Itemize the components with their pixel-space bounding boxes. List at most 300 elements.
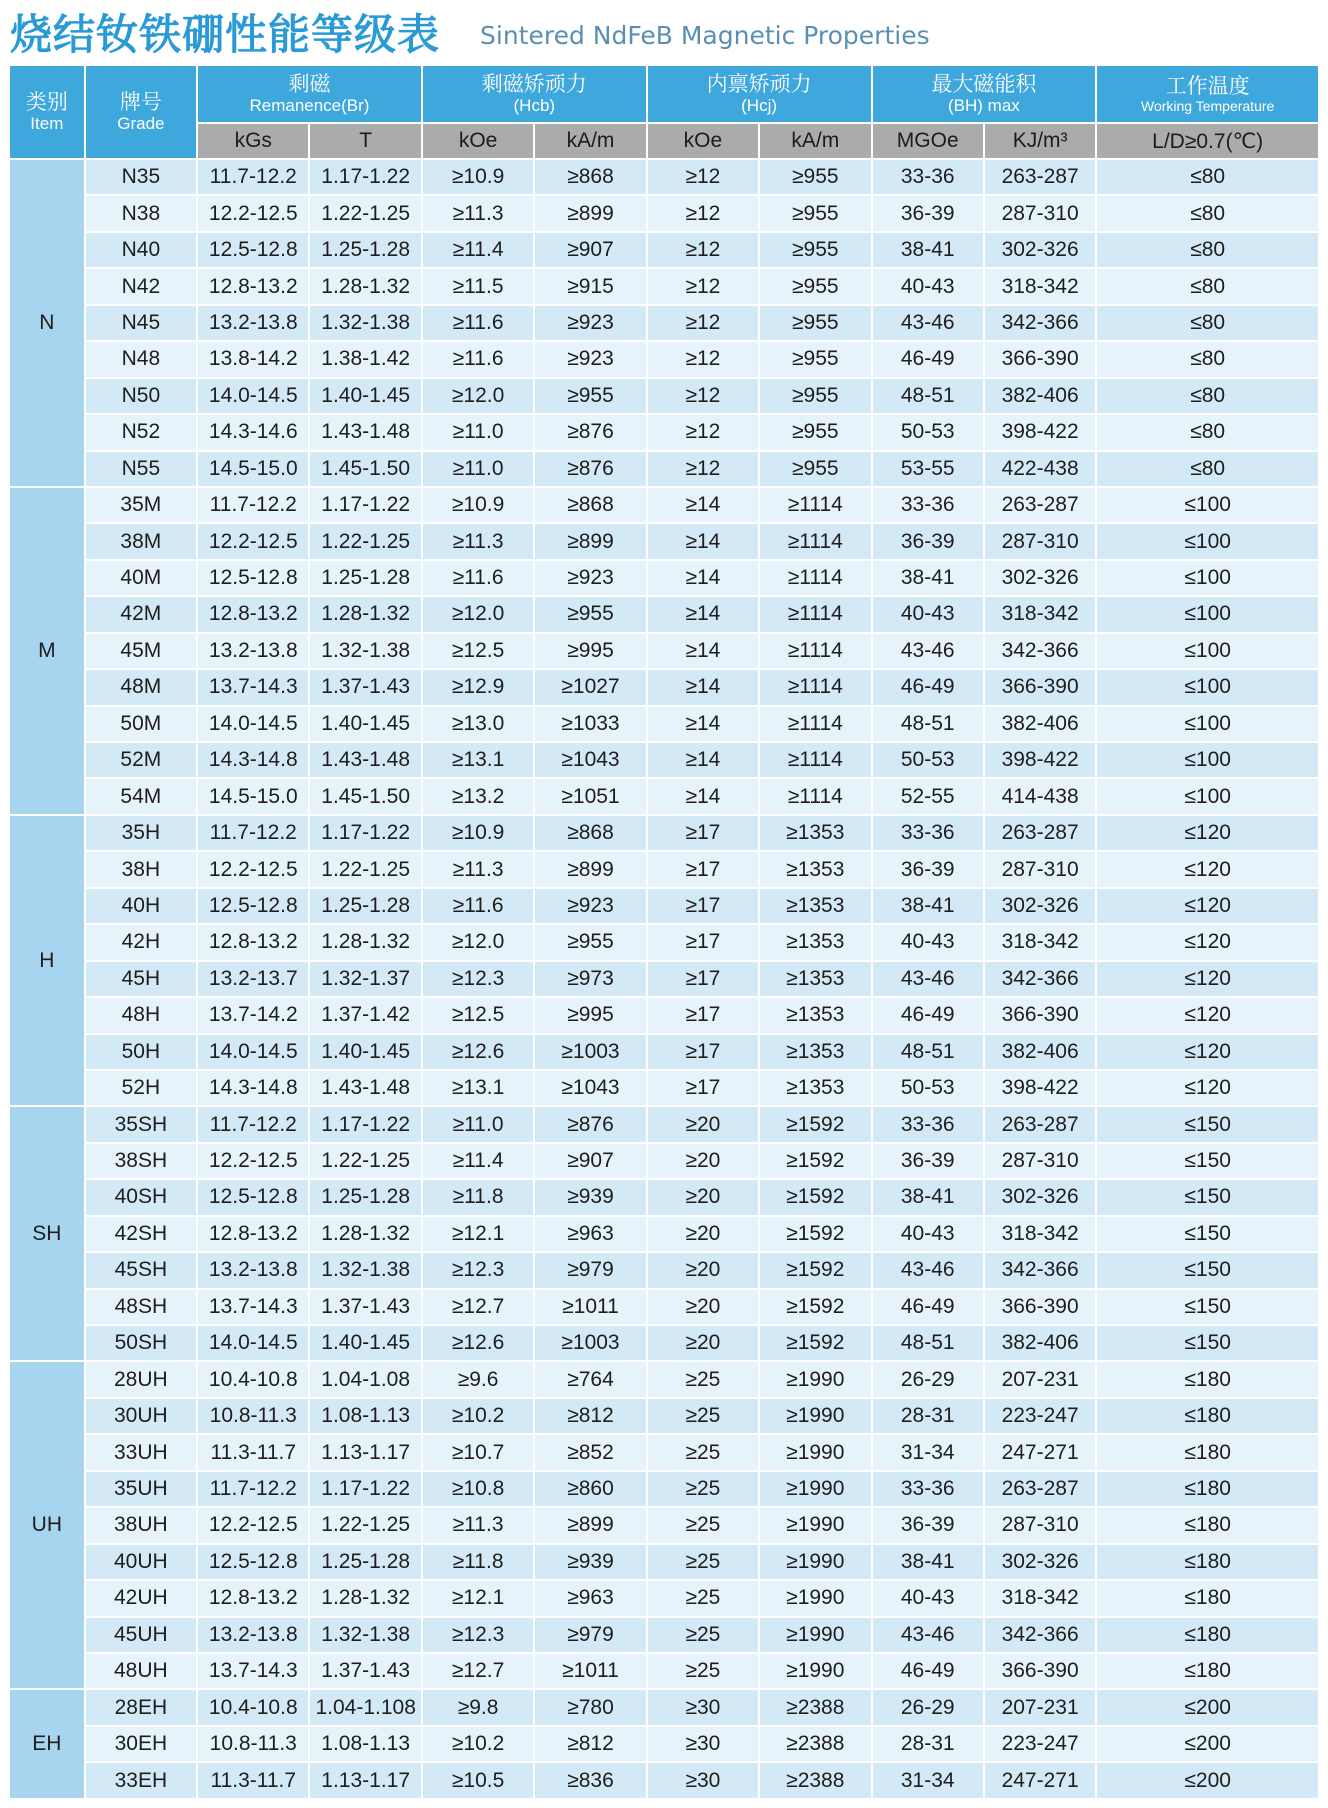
table-row — [9, 1653, 1319, 1689]
table-row — [9, 1034, 1319, 1070]
value-cell: 11.7-12.2 — [197, 1106, 309, 1142]
unit-mgoe: MGOe — [872, 123, 984, 159]
value-cell: 1.37-1.43 — [309, 1289, 421, 1325]
value-cell: 1.17-1.22 — [309, 1106, 421, 1142]
value-cell: ≥12 — [647, 195, 759, 231]
value-cell: ≥899 — [534, 1507, 646, 1543]
grade-cell: 35M — [85, 487, 197, 523]
value-cell: ≥25 — [647, 1361, 759, 1397]
value-cell: 12.5-12.8 — [197, 888, 309, 924]
table-row — [9, 1070, 1319, 1106]
value-cell: ≥11.0 — [422, 1106, 534, 1142]
value-cell: 14.3-14.8 — [197, 742, 309, 778]
value-cell: ≤100 — [1096, 633, 1319, 669]
value-cell: 43-46 — [872, 1617, 984, 1653]
grade-cell: 35H — [85, 815, 197, 851]
table-row — [9, 1689, 1319, 1725]
value-cell: 12.8-13.2 — [197, 596, 309, 632]
value-cell: ≥1043 — [534, 742, 646, 778]
value-cell: ≥915 — [534, 268, 646, 304]
value-cell: ≥12.6 — [422, 1034, 534, 1070]
value-cell: ≥11.3 — [422, 851, 534, 887]
value-cell: ≥11.6 — [422, 888, 534, 924]
grade-cell: 40SH — [85, 1179, 197, 1215]
value-cell: ≥9.6 — [422, 1361, 534, 1397]
value-cell: ≤120 — [1096, 888, 1319, 924]
value-cell: 48-51 — [872, 378, 984, 414]
value-cell: 287-310 — [984, 1507, 1096, 1543]
value-cell: 318-342 — [984, 1580, 1096, 1616]
unit-koe-hcb: kOe — [422, 123, 534, 159]
value-cell: ≥12.1 — [422, 1580, 534, 1616]
value-cell: 12.8-13.2 — [197, 924, 309, 960]
value-cell: ≥17 — [647, 888, 759, 924]
table-row — [9, 1580, 1319, 1616]
table-row — [9, 1398, 1319, 1434]
value-cell: ≥1114 — [759, 778, 871, 814]
table-row — [9, 706, 1319, 742]
unit-koe-hcj: kOe — [647, 123, 759, 159]
value-cell: 43-46 — [872, 305, 984, 341]
value-cell: 11.7-12.2 — [197, 815, 309, 851]
value-cell: ≥899 — [534, 851, 646, 887]
value-cell: ≥1011 — [534, 1289, 646, 1325]
value-cell: 13.2-13.8 — [197, 633, 309, 669]
grade-cell: 38M — [85, 523, 197, 559]
value-cell: 40-43 — [872, 1580, 984, 1616]
value-cell: ≥1592 — [759, 1289, 871, 1325]
value-cell: ≥11.3 — [422, 195, 534, 231]
value-cell: ≥9.8 — [422, 1689, 534, 1725]
value-cell: 1.28-1.32 — [309, 1580, 421, 1616]
table-row — [9, 1252, 1319, 1288]
value-cell: 318-342 — [984, 924, 1096, 960]
value-cell: 14.3-14.8 — [197, 1070, 309, 1106]
value-cell: ≥13.1 — [422, 1070, 534, 1106]
value-cell: ≤80 — [1096, 195, 1319, 231]
value-cell: ≥1592 — [759, 1179, 871, 1215]
value-cell: ≥12 — [647, 268, 759, 304]
value-cell: ≥20 — [647, 1216, 759, 1252]
unit-kam-hcj: kA/m — [759, 123, 871, 159]
value-cell: 382-406 — [984, 706, 1096, 742]
value-cell: 1.08-1.13 — [309, 1398, 421, 1434]
value-cell: 382-406 — [984, 1325, 1096, 1361]
value-cell: ≥1990 — [759, 1471, 871, 1507]
value-cell: 12.8-13.2 — [197, 268, 309, 304]
value-cell: ≤180 — [1096, 1544, 1319, 1580]
value-cell: 1.37-1.42 — [309, 997, 421, 1033]
value-cell: ≤180 — [1096, 1507, 1319, 1543]
table-row — [9, 778, 1319, 814]
value-cell: 287-310 — [984, 195, 1096, 231]
value-cell: ≤120 — [1096, 961, 1319, 997]
value-cell: ≥963 — [534, 1580, 646, 1616]
value-cell: ≥1990 — [759, 1580, 871, 1616]
grade-cell: 38UH — [85, 1507, 197, 1543]
grade-cell: 30UH — [85, 1398, 197, 1434]
value-cell: 263-287 — [984, 1106, 1096, 1142]
value-cell: 1.13-1.17 — [309, 1762, 421, 1799]
value-cell: 12.5-12.8 — [197, 560, 309, 596]
value-cell: ≥17 — [647, 851, 759, 887]
value-cell: 13.2-13.8 — [197, 1252, 309, 1288]
value-cell: ≥995 — [534, 997, 646, 1033]
value-cell: ≤150 — [1096, 1106, 1319, 1142]
value-cell: 46-49 — [872, 1289, 984, 1325]
value-cell: 43-46 — [872, 633, 984, 669]
value-cell: ≥899 — [534, 195, 646, 231]
value-cell: 12.2-12.5 — [197, 523, 309, 559]
value-cell: ≥1353 — [759, 1034, 871, 1070]
value-cell: ≥1114 — [759, 633, 871, 669]
grade-cell: 42M — [85, 596, 197, 632]
category-cell: N — [9, 159, 85, 487]
value-cell: 302-326 — [984, 1544, 1096, 1580]
value-cell: 207-231 — [984, 1361, 1096, 1397]
value-cell: ≥10.7 — [422, 1434, 534, 1470]
value-cell: ≥780 — [534, 1689, 646, 1725]
value-cell: ≤100 — [1096, 596, 1319, 632]
value-cell: 40-43 — [872, 1216, 984, 1252]
value-cell: ≥12 — [647, 414, 759, 450]
value-cell: 1.40-1.45 — [309, 706, 421, 742]
grade-cell: 40H — [85, 888, 197, 924]
table-row — [9, 1361, 1319, 1397]
table-row — [9, 961, 1319, 997]
value-cell: ≥10.9 — [422, 815, 534, 851]
value-cell: 11.7-12.2 — [197, 487, 309, 523]
value-cell: ≥868 — [534, 159, 646, 195]
value-cell: ≥1027 — [534, 669, 646, 705]
value-cell: 13.8-14.2 — [197, 341, 309, 377]
value-cell: ≥939 — [534, 1179, 646, 1215]
value-cell: ≥812 — [534, 1398, 646, 1434]
category-cell: EH — [9, 1689, 85, 1799]
value-cell: ≥17 — [647, 924, 759, 960]
value-cell: 40-43 — [872, 268, 984, 304]
value-cell: ≥13.1 — [422, 742, 534, 778]
value-cell: 12.8-13.2 — [197, 1580, 309, 1616]
value-cell: ≥979 — [534, 1252, 646, 1288]
value-cell: 366-390 — [984, 669, 1096, 705]
table-row — [9, 560, 1319, 596]
value-cell: 40-43 — [872, 596, 984, 632]
value-cell: ≥955 — [759, 378, 871, 414]
grade-cell: 42UH — [85, 1580, 197, 1616]
value-cell: ≤120 — [1096, 1070, 1319, 1106]
value-cell: ≥876 — [534, 1106, 646, 1142]
table-row — [9, 378, 1319, 414]
value-cell: 1.08-1.13 — [309, 1726, 421, 1762]
value-cell: ≥20 — [647, 1143, 759, 1179]
grade-cell: 35UH — [85, 1471, 197, 1507]
category-cell: SH — [9, 1106, 85, 1361]
table-row — [9, 1179, 1319, 1215]
value-cell: ≤200 — [1096, 1762, 1319, 1799]
value-cell: ≥14 — [647, 560, 759, 596]
value-cell: 48-51 — [872, 1034, 984, 1070]
table-row — [9, 232, 1319, 268]
value-cell: 14.5-15.0 — [197, 451, 309, 487]
value-cell: 43-46 — [872, 961, 984, 997]
value-cell: 366-390 — [984, 997, 1096, 1033]
header-remanence: 剩磁 Remanence(Br) — [197, 65, 422, 123]
value-cell: 318-342 — [984, 596, 1096, 632]
value-cell: 14.0-14.5 — [197, 378, 309, 414]
value-cell: ≥12.1 — [422, 1216, 534, 1252]
category-cell: M — [9, 487, 85, 815]
value-cell: ≥1051 — [534, 778, 646, 814]
value-cell: ≥10.5 — [422, 1762, 534, 1799]
grade-cell: 35SH — [85, 1106, 197, 1142]
value-cell: 11.7-12.2 — [197, 159, 309, 195]
grade-cell: 45SH — [85, 1252, 197, 1288]
value-cell: 1.28-1.32 — [309, 924, 421, 960]
value-cell: ≥17 — [647, 961, 759, 997]
value-cell: ≥955 — [759, 451, 871, 487]
value-cell: 1.40-1.45 — [309, 378, 421, 414]
value-cell: 14.0-14.5 — [197, 706, 309, 742]
value-cell: ≥25 — [647, 1398, 759, 1434]
value-cell: 1.40-1.45 — [309, 1325, 421, 1361]
value-cell: ≥1114 — [759, 669, 871, 705]
value-cell: 342-366 — [984, 961, 1096, 997]
value-cell: 33-36 — [872, 815, 984, 851]
value-cell: ≥923 — [534, 341, 646, 377]
category-cell: UH — [9, 1361, 85, 1689]
value-cell: ≥955 — [759, 195, 871, 231]
grade-cell: 52H — [85, 1070, 197, 1106]
value-cell: 302-326 — [984, 232, 1096, 268]
value-cell: 1.32-1.38 — [309, 1617, 421, 1653]
value-cell: 302-326 — [984, 888, 1096, 924]
value-cell: ≥860 — [534, 1471, 646, 1507]
value-cell: 1.28-1.32 — [309, 596, 421, 632]
value-cell: ≥14 — [647, 633, 759, 669]
value-cell: 12.2-12.5 — [197, 195, 309, 231]
value-cell: ≥25 — [647, 1617, 759, 1653]
header-hcb: 剩磁矫顽力 (Hcb) — [422, 65, 647, 123]
value-cell: ≥2388 — [759, 1762, 871, 1799]
value-cell: ≥1003 — [534, 1034, 646, 1070]
value-cell: 12.2-12.5 — [197, 1143, 309, 1179]
value-cell: 342-366 — [984, 1252, 1096, 1288]
value-cell: ≤100 — [1096, 523, 1319, 559]
value-cell: ≥11.6 — [422, 341, 534, 377]
value-cell: 1.43-1.48 — [309, 742, 421, 778]
value-cell: 13.7-14.3 — [197, 669, 309, 705]
value-cell: ≥1990 — [759, 1507, 871, 1543]
value-cell: ≥12.6 — [422, 1325, 534, 1361]
value-cell: ≥1003 — [534, 1325, 646, 1361]
value-cell: ≤100 — [1096, 560, 1319, 596]
value-cell: 1.32-1.38 — [309, 633, 421, 669]
page-title: 烧结钕铁硼性能等级表 — [10, 10, 441, 59]
value-cell: ≥25 — [647, 1580, 759, 1616]
table-row — [9, 1106, 1319, 1142]
table-row — [9, 268, 1319, 304]
value-cell: 1.22-1.25 — [309, 195, 421, 231]
value-cell: ≤120 — [1096, 924, 1319, 960]
value-cell: ≥12.5 — [422, 633, 534, 669]
value-cell: ≥995 — [534, 633, 646, 669]
value-cell: ≤180 — [1096, 1617, 1319, 1653]
grade-cell: 48M — [85, 669, 197, 705]
value-cell: 302-326 — [984, 560, 1096, 596]
value-cell: ≥1114 — [759, 523, 871, 559]
value-cell: ≤150 — [1096, 1179, 1319, 1215]
unit-kgs: kGs — [197, 123, 309, 159]
value-cell: ≥30 — [647, 1762, 759, 1799]
value-cell: ≥852 — [534, 1434, 646, 1470]
value-cell: 48-51 — [872, 706, 984, 742]
grade-cell: 28EH — [85, 1689, 197, 1725]
value-cell: 1.28-1.32 — [309, 1216, 421, 1252]
value-cell: ≤80 — [1096, 451, 1319, 487]
value-cell: ≥14 — [647, 778, 759, 814]
table-row — [9, 1325, 1319, 1361]
value-cell: ≥955 — [534, 378, 646, 414]
value-cell: ≥955 — [759, 232, 871, 268]
grade-cell: N42 — [85, 268, 197, 304]
grade-cell: 42SH — [85, 1216, 197, 1252]
value-cell: ≤150 — [1096, 1143, 1319, 1179]
value-cell: 263-287 — [984, 1471, 1096, 1507]
value-cell: ≥12.3 — [422, 961, 534, 997]
value-cell: 1.32-1.38 — [309, 305, 421, 341]
value-cell: ≥11.8 — [422, 1544, 534, 1580]
value-cell: 36-39 — [872, 851, 984, 887]
value-cell: 1.25-1.28 — [309, 1544, 421, 1580]
value-cell: ≥12 — [647, 341, 759, 377]
table-header — [9, 65, 1319, 159]
value-cell: 50-53 — [872, 742, 984, 778]
value-cell: ≥923 — [534, 560, 646, 596]
value-cell: ≥836 — [534, 1762, 646, 1799]
value-cell: ≤180 — [1096, 1580, 1319, 1616]
value-cell: 263-287 — [984, 815, 1096, 851]
value-cell: 52-55 — [872, 778, 984, 814]
value-cell: ≤150 — [1096, 1289, 1319, 1325]
value-cell: ≤200 — [1096, 1726, 1319, 1762]
value-cell: ≥876 — [534, 451, 646, 487]
table-row — [9, 523, 1319, 559]
value-cell: 342-366 — [984, 633, 1096, 669]
value-cell: ≤100 — [1096, 669, 1319, 705]
value-cell: 36-39 — [872, 1143, 984, 1179]
value-cell: 28-31 — [872, 1398, 984, 1434]
value-cell: 366-390 — [984, 1653, 1096, 1689]
value-cell: 398-422 — [984, 1070, 1096, 1106]
value-cell: ≥12.3 — [422, 1252, 534, 1288]
value-cell: ≤150 — [1096, 1216, 1319, 1252]
value-cell: 46-49 — [872, 341, 984, 377]
value-cell: ≥20 — [647, 1179, 759, 1215]
value-cell: ≥14 — [647, 523, 759, 559]
grade-cell: 50SH — [85, 1325, 197, 1361]
value-cell: 10.8-11.3 — [197, 1398, 309, 1434]
unit-t: T — [309, 123, 421, 159]
value-cell: ≥979 — [534, 1617, 646, 1653]
grade-cell: 50M — [85, 706, 197, 742]
value-cell: 1.04-1.108 — [309, 1689, 421, 1725]
value-cell: ≥12.3 — [422, 1617, 534, 1653]
value-cell: 1.32-1.38 — [309, 1252, 421, 1288]
value-cell: ≥11.0 — [422, 414, 534, 450]
value-cell: 1.17-1.22 — [309, 815, 421, 851]
value-cell: ≤120 — [1096, 851, 1319, 887]
value-cell: 11.7-12.2 — [197, 1471, 309, 1507]
table-body — [9, 159, 1319, 1799]
value-cell: 11.3-11.7 — [197, 1762, 309, 1799]
value-cell: ≥1114 — [759, 560, 871, 596]
grade-cell: 38SH — [85, 1143, 197, 1179]
value-cell: 1.22-1.25 — [309, 1507, 421, 1543]
value-cell: ≥20 — [647, 1325, 759, 1361]
value-cell: ≥12 — [647, 305, 759, 341]
value-cell: ≥764 — [534, 1361, 646, 1397]
table-row — [9, 305, 1319, 341]
grade-cell: 40M — [85, 560, 197, 596]
table-row — [9, 1507, 1319, 1543]
value-cell: ≥12 — [647, 378, 759, 414]
value-cell: ≥1114 — [759, 487, 871, 523]
grade-cell: 42H — [85, 924, 197, 960]
value-cell: ≥1114 — [759, 706, 871, 742]
value-cell: ≤180 — [1096, 1361, 1319, 1397]
table-row — [9, 1434, 1319, 1470]
value-cell: ≤180 — [1096, 1471, 1319, 1507]
value-cell: 13.2-13.7 — [197, 961, 309, 997]
value-cell: ≥1353 — [759, 924, 871, 960]
value-cell: 31-34 — [872, 1434, 984, 1470]
value-cell: 1.28-1.32 — [309, 268, 421, 304]
header-hcj: 内禀矫顽力 (Hcj) — [647, 65, 872, 123]
grade-cell: 33UH — [85, 1434, 197, 1470]
value-cell: 10.8-11.3 — [197, 1726, 309, 1762]
table-row — [9, 851, 1319, 887]
grade-cell: 30EH — [85, 1726, 197, 1762]
header-grade: 牌号 Grade — [85, 65, 197, 159]
value-cell: ≥899 — [534, 523, 646, 559]
value-cell: ≥10.8 — [422, 1471, 534, 1507]
value-cell: ≥11.6 — [422, 560, 534, 596]
table-row — [9, 1216, 1319, 1252]
value-cell: 48-51 — [872, 1325, 984, 1361]
value-cell: ≥11.4 — [422, 232, 534, 268]
value-cell: ≥11.8 — [422, 1179, 534, 1215]
table-row — [9, 414, 1319, 450]
value-cell: 14.3-14.6 — [197, 414, 309, 450]
value-cell: 382-406 — [984, 1034, 1096, 1070]
properties-table — [8, 64, 1320, 1800]
value-cell: ≤120 — [1096, 1034, 1319, 1070]
value-cell: 36-39 — [872, 1507, 984, 1543]
value-cell: 1.45-1.50 — [309, 451, 421, 487]
value-cell: 14.0-14.5 — [197, 1325, 309, 1361]
grade-cell: 38H — [85, 851, 197, 887]
value-cell: ≤80 — [1096, 232, 1319, 268]
value-cell: ≥12.0 — [422, 378, 534, 414]
value-cell: ≥1990 — [759, 1617, 871, 1653]
grade-cell: 50H — [85, 1034, 197, 1070]
value-cell: ≥14 — [647, 596, 759, 632]
value-cell: ≥17 — [647, 1070, 759, 1106]
value-cell: 1.22-1.25 — [309, 523, 421, 559]
value-cell: 46-49 — [872, 1653, 984, 1689]
value-cell: 38-41 — [872, 888, 984, 924]
